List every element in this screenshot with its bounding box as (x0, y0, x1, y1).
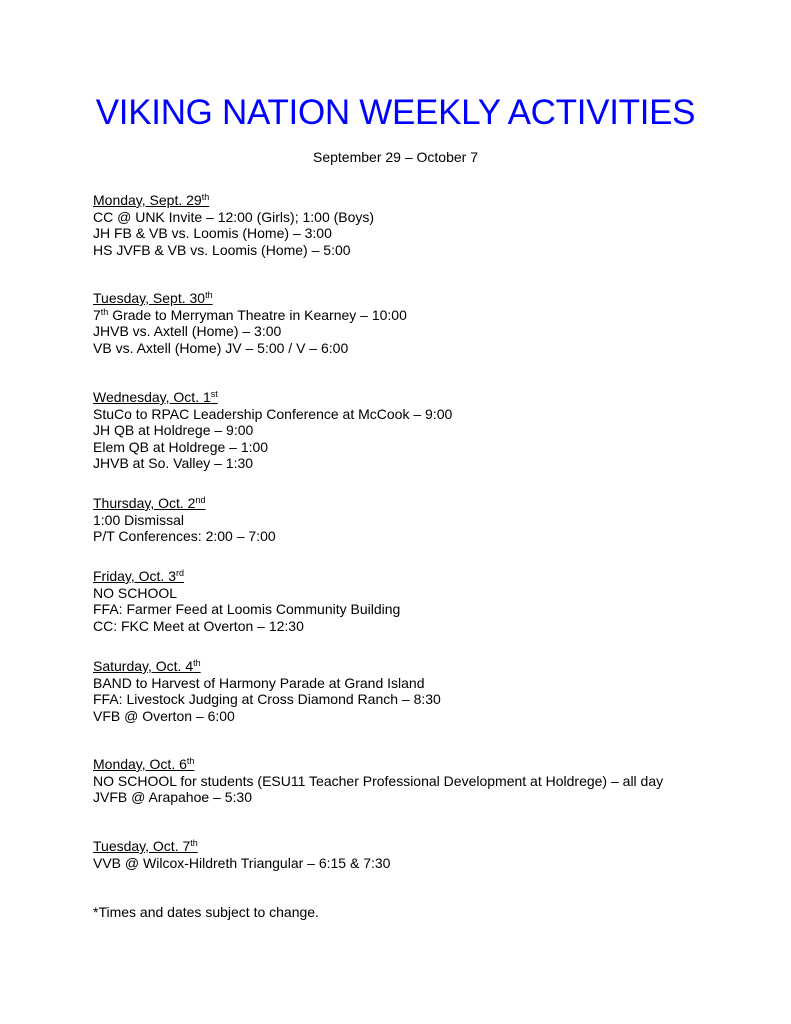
activity-item: P/T Conferences: 2:00 – 7:00 (93, 528, 276, 544)
activity-item: CC: FKC Meet at Overton – 12:30 (93, 617, 304, 634)
day-heading (93, 495, 205, 512)
day-heading (93, 192, 209, 209)
day-section-monday-sept-29 (93, 192, 374, 258)
day-heading-text: Thursday, Oct. 2 (93, 495, 196, 511)
day-heading-text: Monday, Oct. 6 (93, 756, 187, 772)
activity-item: HS JVFB & VB vs. Loomis (Home) – 5:00 (93, 241, 351, 258)
disclaimer-footnote: *Times and dates subject to change. (93, 904, 319, 920)
ordinal-suffix: th (100, 306, 109, 317)
activity-text: Grade to Merryman Theatre in Kearney – 10:00 (108, 306, 407, 323)
activity-item (93, 307, 407, 324)
day-section-thursday-oct-2 (93, 495, 276, 545)
page-title: VIKING NATION WEEKLY ACTIVITIES (95, 93, 696, 132)
day-heading (93, 290, 213, 307)
date-range: September 29 – October 7 (313, 149, 478, 165)
day-section-wednesday-oct-1 (93, 389, 452, 472)
activity-item: VVB @ Wilcox-Hildreth Triangular – 6:15 & 7:30 (93, 854, 391, 871)
day-heading (93, 838, 198, 855)
day-heading-text: Saturday, Oct. 4 (93, 658, 194, 674)
activity-item: JVFB @ Arapahoe – 5:30 (93, 789, 252, 805)
activity-item: JHVB vs. Axtell (Home) – 3:00 (93, 323, 282, 339)
activity-item: StuCo to RPAC Leadership Conference at McCook – 9:00 (93, 405, 453, 422)
ordinal-suffix: nd (195, 495, 206, 505)
day-section-saturday-oct-4 (93, 658, 441, 724)
grade-number: 7 (93, 306, 101, 323)
day-section-friday-oct-3 (93, 568, 400, 634)
activity-item: JHVB at So. Valley – 1:30 (93, 455, 254, 471)
day-heading (93, 658, 201, 675)
activity-item: VFB @ Overton – 6:00 (93, 707, 235, 724)
activity-item: FFA: Farmer Feed at Loomis Community Building (93, 601, 401, 617)
activity-item: JH QB at Holdrege – 9:00 (93, 422, 254, 438)
ordinal-suffix: th (201, 192, 210, 202)
day-heading (93, 756, 194, 773)
activity-item: NO SCHOOL for students (ESU11 Teacher Professional Development at Holdrege) – all day (93, 772, 664, 789)
ordinal-suffix: rd (175, 568, 184, 578)
day-section-tuesday-oct-7 (93, 838, 390, 871)
day-heading (93, 568, 184, 585)
ordinal-suffix: st (210, 389, 218, 399)
day-heading-text: Tuesday, Sept. 30 (93, 290, 206, 306)
activity-item: 1:00 Dismissal (93, 511, 185, 528)
activity-item: Elem QB at Holdrege – 1:00 (93, 438, 269, 455)
ordinal-suffix: th (193, 658, 201, 668)
day-heading-text: Monday, Sept. 29 (93, 192, 202, 208)
day-heading-text: Tuesday, Oct. 7 (93, 838, 191, 854)
activity-item: NO SCHOOL (93, 584, 178, 601)
day-heading (93, 389, 218, 406)
activity-item: CC @ UNK Invite – 12:00 (Girls); 1:00 (Boys) (93, 208, 375, 225)
day-heading-text: Friday, Oct. 3 (93, 568, 176, 584)
activity-item: BAND to Harvest of Harmony Parade at Grand Island (93, 674, 425, 691)
day-section-monday-oct-6 (93, 756, 663, 806)
ordinal-suffix: th (186, 756, 195, 766)
day-heading-text: Wednesday, Oct. 1 (93, 389, 211, 405)
day-section-tuesday-sept-30 (93, 290, 407, 356)
ordinal-suffix: th (205, 290, 213, 300)
activity-item: FFA: Livestock Judging at Cross Diamond Ranch – 8:30 (93, 691, 441, 707)
activity-item: JH FB & VB vs. Loomis (Home) – 3:00 (93, 225, 332, 241)
ordinal-suffix: th (190, 838, 198, 848)
activity-item: VB vs. Axtell (Home) JV – 5:00 / V – 6:00 (93, 339, 349, 356)
